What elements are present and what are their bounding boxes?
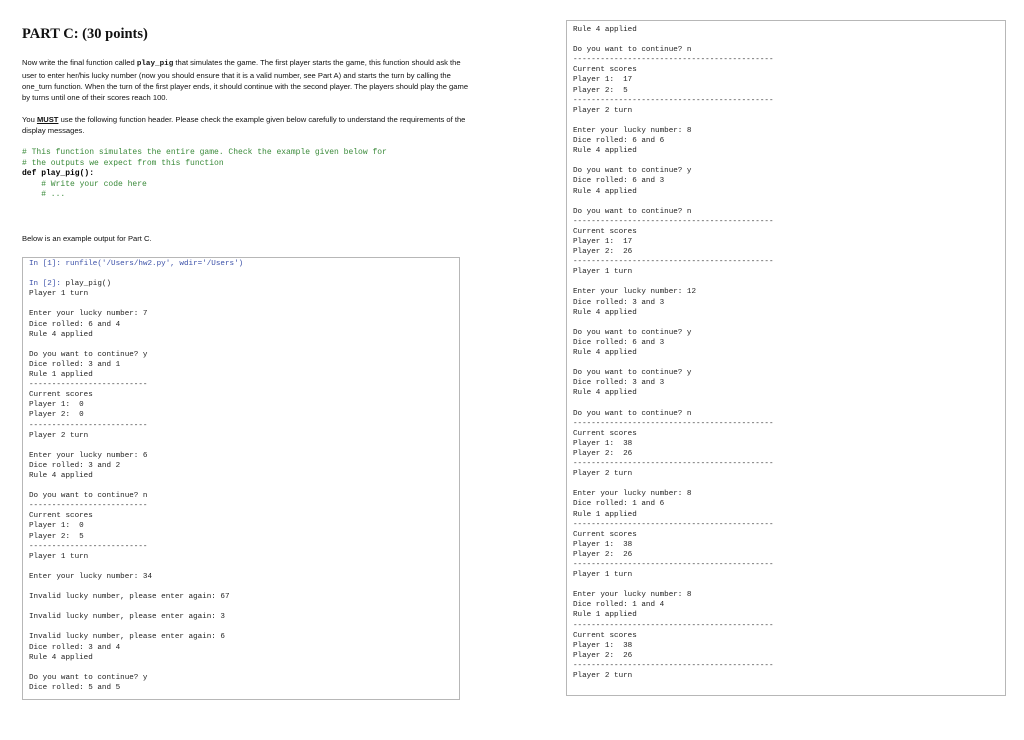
console-line: Dice rolled: 3 and 3 [573,379,665,388]
console-line: Invalid lucky number, please enter again: 3 [29,613,225,622]
console-line: Do you want to continue? y [29,350,148,359]
console-line: Player 1: 38 [573,439,633,448]
console-line: -------------------------------------------- [573,621,774,630]
console-line: Dice rolled: 3 and 2 [29,461,121,470]
console-line: Do you want to continue? n [29,492,148,501]
p1-after: that simulates the game. The first player starts the game, this function should ask the user to enter her/his lucky number (now you should ensure that it is a valid number, see Part A) and starts the turn by calling the one_turn function. When the turn of the first player ends, it should continue with the second player. The players should play the game by turns until one of their scores reach 100. [22,58,469,102]
console-command: play_pig() [65,280,112,289]
console-line: -------------------------------------------- [573,560,774,569]
console-line: Enter your lucky number: 8 [573,126,692,135]
console-line [29,622,459,632]
code-comment-4: # ... [22,190,66,199]
console-command: runfile('/Users/hw2.py', wdir='/Users') [65,260,244,268]
console-line: Player 1: 17 [573,237,633,246]
console-line: Do you want to continue? n [573,46,692,55]
console-line: -------------------------------------------- [573,258,774,267]
console-line: Dice rolled: 3 and 1 [29,360,121,369]
console-line: -------------------------------------------- [573,419,774,428]
function-name: play_pig [136,60,174,68]
console-line: -------------------------- [29,381,148,390]
console-line [573,580,1005,590]
code-comment-1: # This function simulates the entire game. Check the example given below for [22,148,387,157]
console-line: Rule 4 applied [29,471,93,480]
console-line [573,358,1005,368]
console-line: Player 2: 5 [29,532,84,541]
console-line: Player 2 turn [573,672,633,680]
console-line: -------------------------------------------- [573,460,774,469]
console-line: -------------------------------------------- [573,217,774,226]
code-comment-2: # the outputs we expect from this function [22,158,224,168]
console-line: Dice rolled: 6 and 6 [573,137,665,146]
console-line: Enter your lucky number: 34 [29,572,153,581]
console-line: Dice rolled: 5 and 5 [29,683,121,692]
console-line: Dice rolled: 3 and 4 [29,643,121,652]
console-line: Rule 4 applied [29,330,93,339]
console-line: Enter your lucky number: 6 [29,451,148,460]
console-line: Player 2 turn [573,106,633,115]
console-line: Player 2 turn [573,470,633,479]
console-line: Enter your lucky number: 8 [573,490,692,499]
console-line: Dice rolled: 3 and 3 [573,298,665,307]
console-line: Current scores [573,66,637,75]
console-line: -------------------------------------------- [573,56,774,65]
console-line: Rule 1 applied [29,371,93,380]
console-line [573,318,1005,328]
console-line: Player 2 turn [29,431,89,440]
console-line: Dice rolled: 6 and 3 [573,177,665,186]
console-line: Do you want to continue? y [573,167,692,176]
console-line: -------------------------------------------- [573,661,774,670]
console-line: Enter your lucky number: 8 [573,591,692,600]
console-line [573,156,1005,166]
console-line: Invalid lucky number, please enter again: 67 [29,593,230,602]
intro-paragraph-2 [22,114,472,136]
console-line: Player 1 turn [29,552,89,561]
code-def-line: def play_pig(): [22,169,95,178]
console-line: Rule 4 applied [573,389,637,398]
code-comment-3: # Write your code here [22,179,147,189]
console-line: Player 2: 26 [573,550,633,559]
console-line: -------------------------------------------- [573,520,774,529]
console-prompt: In [2]: [29,280,66,289]
console-line [573,479,1005,489]
console-line: -------------------------- [29,542,148,551]
console-line [29,582,459,592]
console-line [29,562,459,572]
console-line: Player 1: 0 [29,522,84,531]
console-line [29,279,459,289]
console-line [573,197,1005,207]
console-line: Dice rolled: 6 and 3 [573,338,665,347]
console-line: Do you want to continue? y [573,328,692,337]
console-line [29,259,459,269]
console-line [29,481,459,491]
p2-before: You [22,115,37,124]
console-line: Invalid lucky number, please enter again: 6 [29,633,225,642]
p2-after: use the following function header. Please check the example given below carefully to understand the requirements of the display messages. [22,115,466,135]
intro-paragraph-1 [22,57,472,103]
console-line: Dice rolled: 1 and 6 [573,500,665,509]
console-line: Rule 4 applied [573,147,637,156]
console-line [29,299,459,309]
function-header-code [22,148,472,201]
must-emphasis: MUST [36,115,59,124]
console-line: Player 1: 38 [573,641,633,650]
console-line [29,663,459,673]
console-output-left [22,257,460,700]
console-line: Player 1 turn [573,571,633,580]
console-line: Player 1 turn [29,290,89,299]
console-line: Player 2: 26 [573,449,633,458]
console-line [573,35,1005,45]
console-line: Player 2: 26 [573,651,633,660]
console-line: Current scores [573,429,637,438]
p1-before: Now write the final function called [22,58,137,67]
console-line [29,602,459,612]
console-line: Enter your lucky number: 7 [29,310,148,319]
console-line: Dice rolled: 1 and 4 [573,601,665,610]
console-output-right [566,20,1006,696]
console-prompt: In [1]: [29,260,66,268]
console-line: Current scores [573,530,637,539]
console-line: -------------------------------------------- [573,96,774,105]
console-line: Current scores [29,391,93,400]
console-line: Do you want to continue? n [573,207,692,216]
console-line: Current scores [573,227,637,236]
console-line: Player 1: 17 [573,76,633,85]
console-line: Do you want to continue? y [29,673,148,682]
console-line: Player 2: 5 [573,86,628,95]
console-line [573,398,1005,408]
console-line: Enter your lucky number: 12 [573,288,697,297]
console-line: Player 2: 26 [573,248,633,257]
console-line: Rule 4 applied [573,308,637,317]
console-line: Player 1: 38 [573,540,633,549]
part-title: PART C: (30 points) [22,26,148,42]
console-line: Rule 4 applied [29,653,93,662]
console-line: Player 1: 0 [29,401,84,410]
console-line [29,269,459,279]
console-line: Do you want to continue? n [573,409,692,418]
console-line: Player 1 turn [573,268,633,277]
console-line: Rule 1 applied [573,611,637,620]
console-line: Current scores [573,631,637,640]
console-line: Rule 4 applied [573,187,637,196]
console-line: -------------------------- [29,502,148,511]
console-line: Rule 4 applied [573,349,637,357]
console-line [29,340,459,350]
console-line [29,441,459,451]
console-line: Rule 1 applied [573,510,637,519]
console-line: Current scores [29,512,93,521]
console-line: Player 2: 0 [29,411,84,420]
console-line: -------------------------- [29,421,148,430]
console-line [573,277,1005,287]
console-line: Dice rolled: 6 and 4 [29,320,121,329]
console-line [573,116,1005,126]
assignment-text [22,26,472,201]
example-intro-text: Below is an example output for Part C. [22,234,152,243]
console-line: Rule 4 applied [573,26,637,34]
console-line: Do you want to continue? y [573,369,692,378]
